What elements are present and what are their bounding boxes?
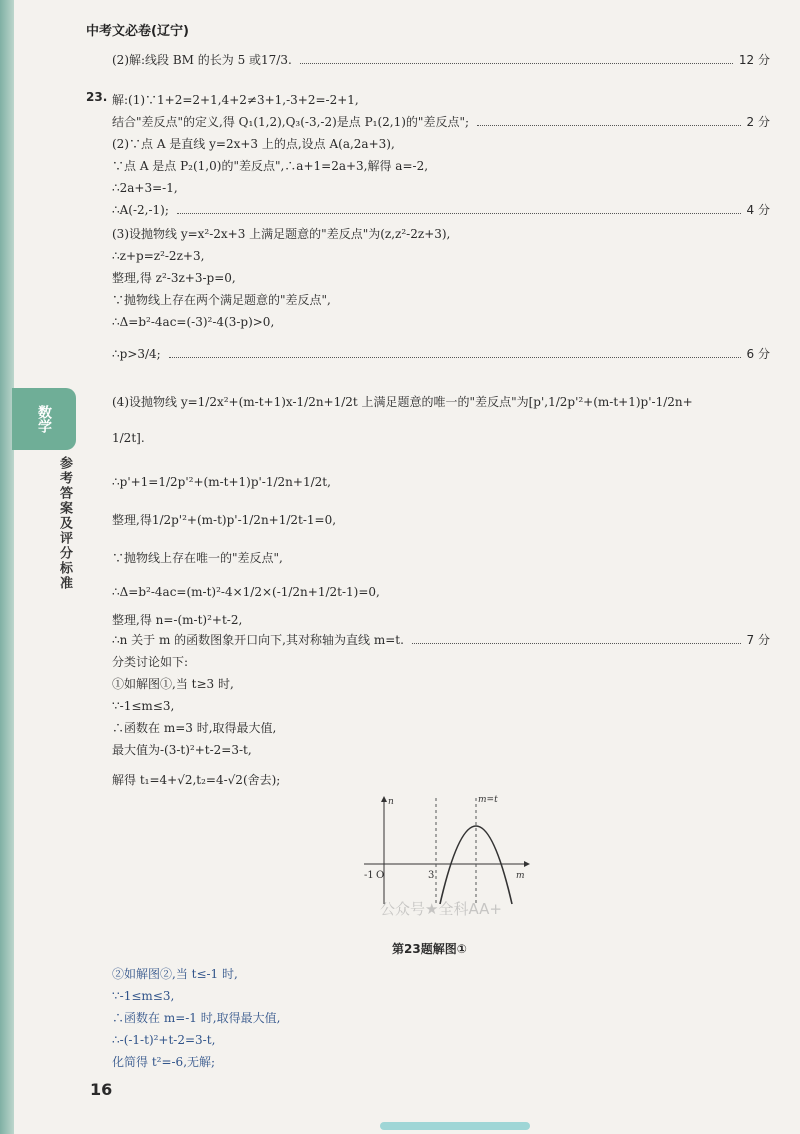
solution-line — [112, 988, 770, 1004]
axis-label-n: n — [388, 797, 394, 807]
solution-line-text: 整理,得 n=-(m-t)²+t-2, — [112, 613, 243, 627]
solution-line-text: ∵抛物线上存在唯一的"差反点", — [112, 551, 283, 565]
solution-line — [112, 248, 770, 264]
solution-line — [112, 158, 770, 174]
solution-line — [112, 474, 770, 490]
solution-line — [112, 1054, 770, 1070]
solution-line — [112, 550, 770, 566]
score-label: 4 分 — [746, 203, 770, 217]
solution-line — [112, 1010, 770, 1026]
solution-line-text: ∵抛物线上存在两个满足题意的"差反点", — [112, 293, 331, 307]
solution-line-text: ∴函数在 m=3 时,取得最大值, — [112, 721, 277, 735]
solution-line — [112, 584, 770, 600]
solution-line-text: ∴n 关于 m 的函数图象开口向下,其对称轴为直线 m=t. — [112, 633, 404, 647]
solution-line — [112, 180, 770, 196]
solution-line — [112, 114, 770, 130]
solution-line-text: (4)设抛物线 y=1/2x²+(m-t+1)x-1/2n+1/2t 上满足题意的唯一的"差反点"为[p',1/2p'²+(m-t+1)p'-1/2n+ — [112, 395, 693, 409]
solution-line — [112, 202, 770, 218]
solution-line-text: 1/2t]. — [112, 431, 145, 445]
score-label: 6 分 — [746, 347, 770, 361]
question-number: 23. — [86, 90, 108, 104]
solution-line — [112, 632, 770, 648]
page-header: 中考文必卷(辽宁) — [86, 24, 189, 39]
solution-line-text: ∴A(-2,-1); — [112, 203, 169, 217]
tick-neg1: -1 — [364, 870, 374, 881]
side-color-strip — [0, 0, 14, 1134]
solution-line-text: ∴-(-1-t)²+t-2=3-t, — [112, 1033, 216, 1047]
leader-dots — [177, 212, 741, 214]
solution-line-text: 整理,得 z²-3z+3-p=0, — [112, 271, 236, 285]
figure-caption: 第23题解图① — [392, 942, 467, 956]
solution-line — [112, 676, 770, 692]
solution-line-text: 结合"差反点"的定义,得 Q₁(1,2),Q₃(-3,-2)是点 P₁(2,1)的"差反点"; — [112, 115, 470, 129]
solution-line-text: 分类讨论如下: — [112, 655, 189, 669]
solution-line — [112, 394, 770, 410]
solution-line-text: 化简得 t²=-6,无解; — [112, 1055, 216, 1069]
tick-origin: O — [376, 870, 385, 881]
solution-line — [112, 226, 770, 242]
score-label: 12 分 — [738, 53, 770, 67]
solution-figure — [356, 792, 536, 912]
solution-line-text: ∵-1≤m≤3, — [112, 699, 175, 713]
solution-line-text: ∴Δ=b²-4ac=(m-t)²-4×1/2×(-1/2n+1/2t-1)=0, — [112, 585, 380, 599]
x-axis-arrow — [524, 861, 530, 867]
subject-tab: 数学 — [12, 388, 76, 450]
solution-line-text: ∴p>3/4; — [112, 347, 161, 361]
score-label: 2 分 — [746, 115, 770, 129]
solution-line-text: (2)∵点 A 是直线 y=2x+3 上的点,设点 A(a,2a+3), — [112, 137, 395, 151]
side-label: 参考答案及评分标准 — [57, 456, 72, 591]
leader-dots — [477, 124, 741, 126]
solution-line-text: ∵-1≤m≤3, — [112, 989, 175, 1003]
leader-dots — [169, 356, 741, 358]
solution-line — [112, 270, 770, 286]
solution-line-text: 解:(1)∵1+2=2+1,4+2≠3+1,-3+2=-2+1, — [112, 93, 359, 107]
solution-line — [112, 612, 770, 628]
axis-label-m: m — [516, 871, 525, 881]
solution-line — [112, 1032, 770, 1048]
score-label: 7 分 — [746, 633, 770, 647]
solution-line — [112, 654, 770, 670]
solution-line-text: (3)设抛物线 y=x²-2x+3 上满足题意的"差反点"为(z,z²-2z+3), — [112, 227, 451, 241]
leader-dots — [412, 642, 741, 644]
solution-line — [112, 742, 770, 758]
solution-line-text: 最大值为-(3-t)²+t-2=3-t, — [112, 743, 252, 757]
solution-line — [112, 346, 770, 362]
solution-line — [112, 92, 770, 108]
bottom-decoration — [380, 1122, 530, 1130]
solution-line-text: (2)解:线段 BM 的长为 5 或17/3. — [112, 53, 292, 67]
solution-line-text: ∴函数在 m=-1 时,取得最大值, — [112, 1011, 281, 1025]
solution-line-text: ∴Δ=b²-4ac=(-3)²-4(3-p)>0, — [112, 315, 275, 329]
solution-line — [112, 966, 770, 982]
leader-dots — [300, 62, 733, 64]
solution-line-text: ∴2a+3=-1, — [112, 181, 178, 195]
solution-line-text: ∵点 A 是点 P₂(1,0)的"差反点",∴a+1=2a+3,解得 a=-2, — [112, 159, 429, 173]
solution-line — [112, 720, 770, 736]
solution-line-text: 整理,得1/2p'²+(m-t)p'-1/2n+1/2t-1=0, — [112, 513, 337, 527]
page-number: 16 — [90, 1080, 113, 1099]
y-axis-arrow — [381, 796, 387, 802]
watermark: 公众号★全科AA+ — [380, 900, 502, 918]
solution-line — [112, 314, 770, 330]
solution-line — [112, 698, 770, 714]
tick-3: 3 — [428, 870, 435, 881]
solution-line-text: ①如解图①,当 t≥3 时, — [112, 677, 234, 691]
symmetry-label: m=t — [478, 795, 498, 805]
solution-line — [112, 52, 770, 68]
solution-line — [112, 430, 770, 446]
solution-line-text: ∴z+p=z²-2z+3, — [112, 249, 205, 263]
solution-line — [112, 136, 770, 152]
solution-line-text: ②如解图②,当 t≤-1 时, — [112, 967, 238, 981]
solution-line — [112, 512, 770, 528]
solution-line — [112, 772, 770, 788]
solution-line-text: 解得 t₁=4+√2,t₂=4-√2(舍去); — [112, 773, 281, 787]
solution-line — [112, 292, 770, 308]
solution-line-text: ∴p'+1=1/2p'²+(m-t+1)p'-1/2n+1/2t, — [112, 475, 331, 489]
